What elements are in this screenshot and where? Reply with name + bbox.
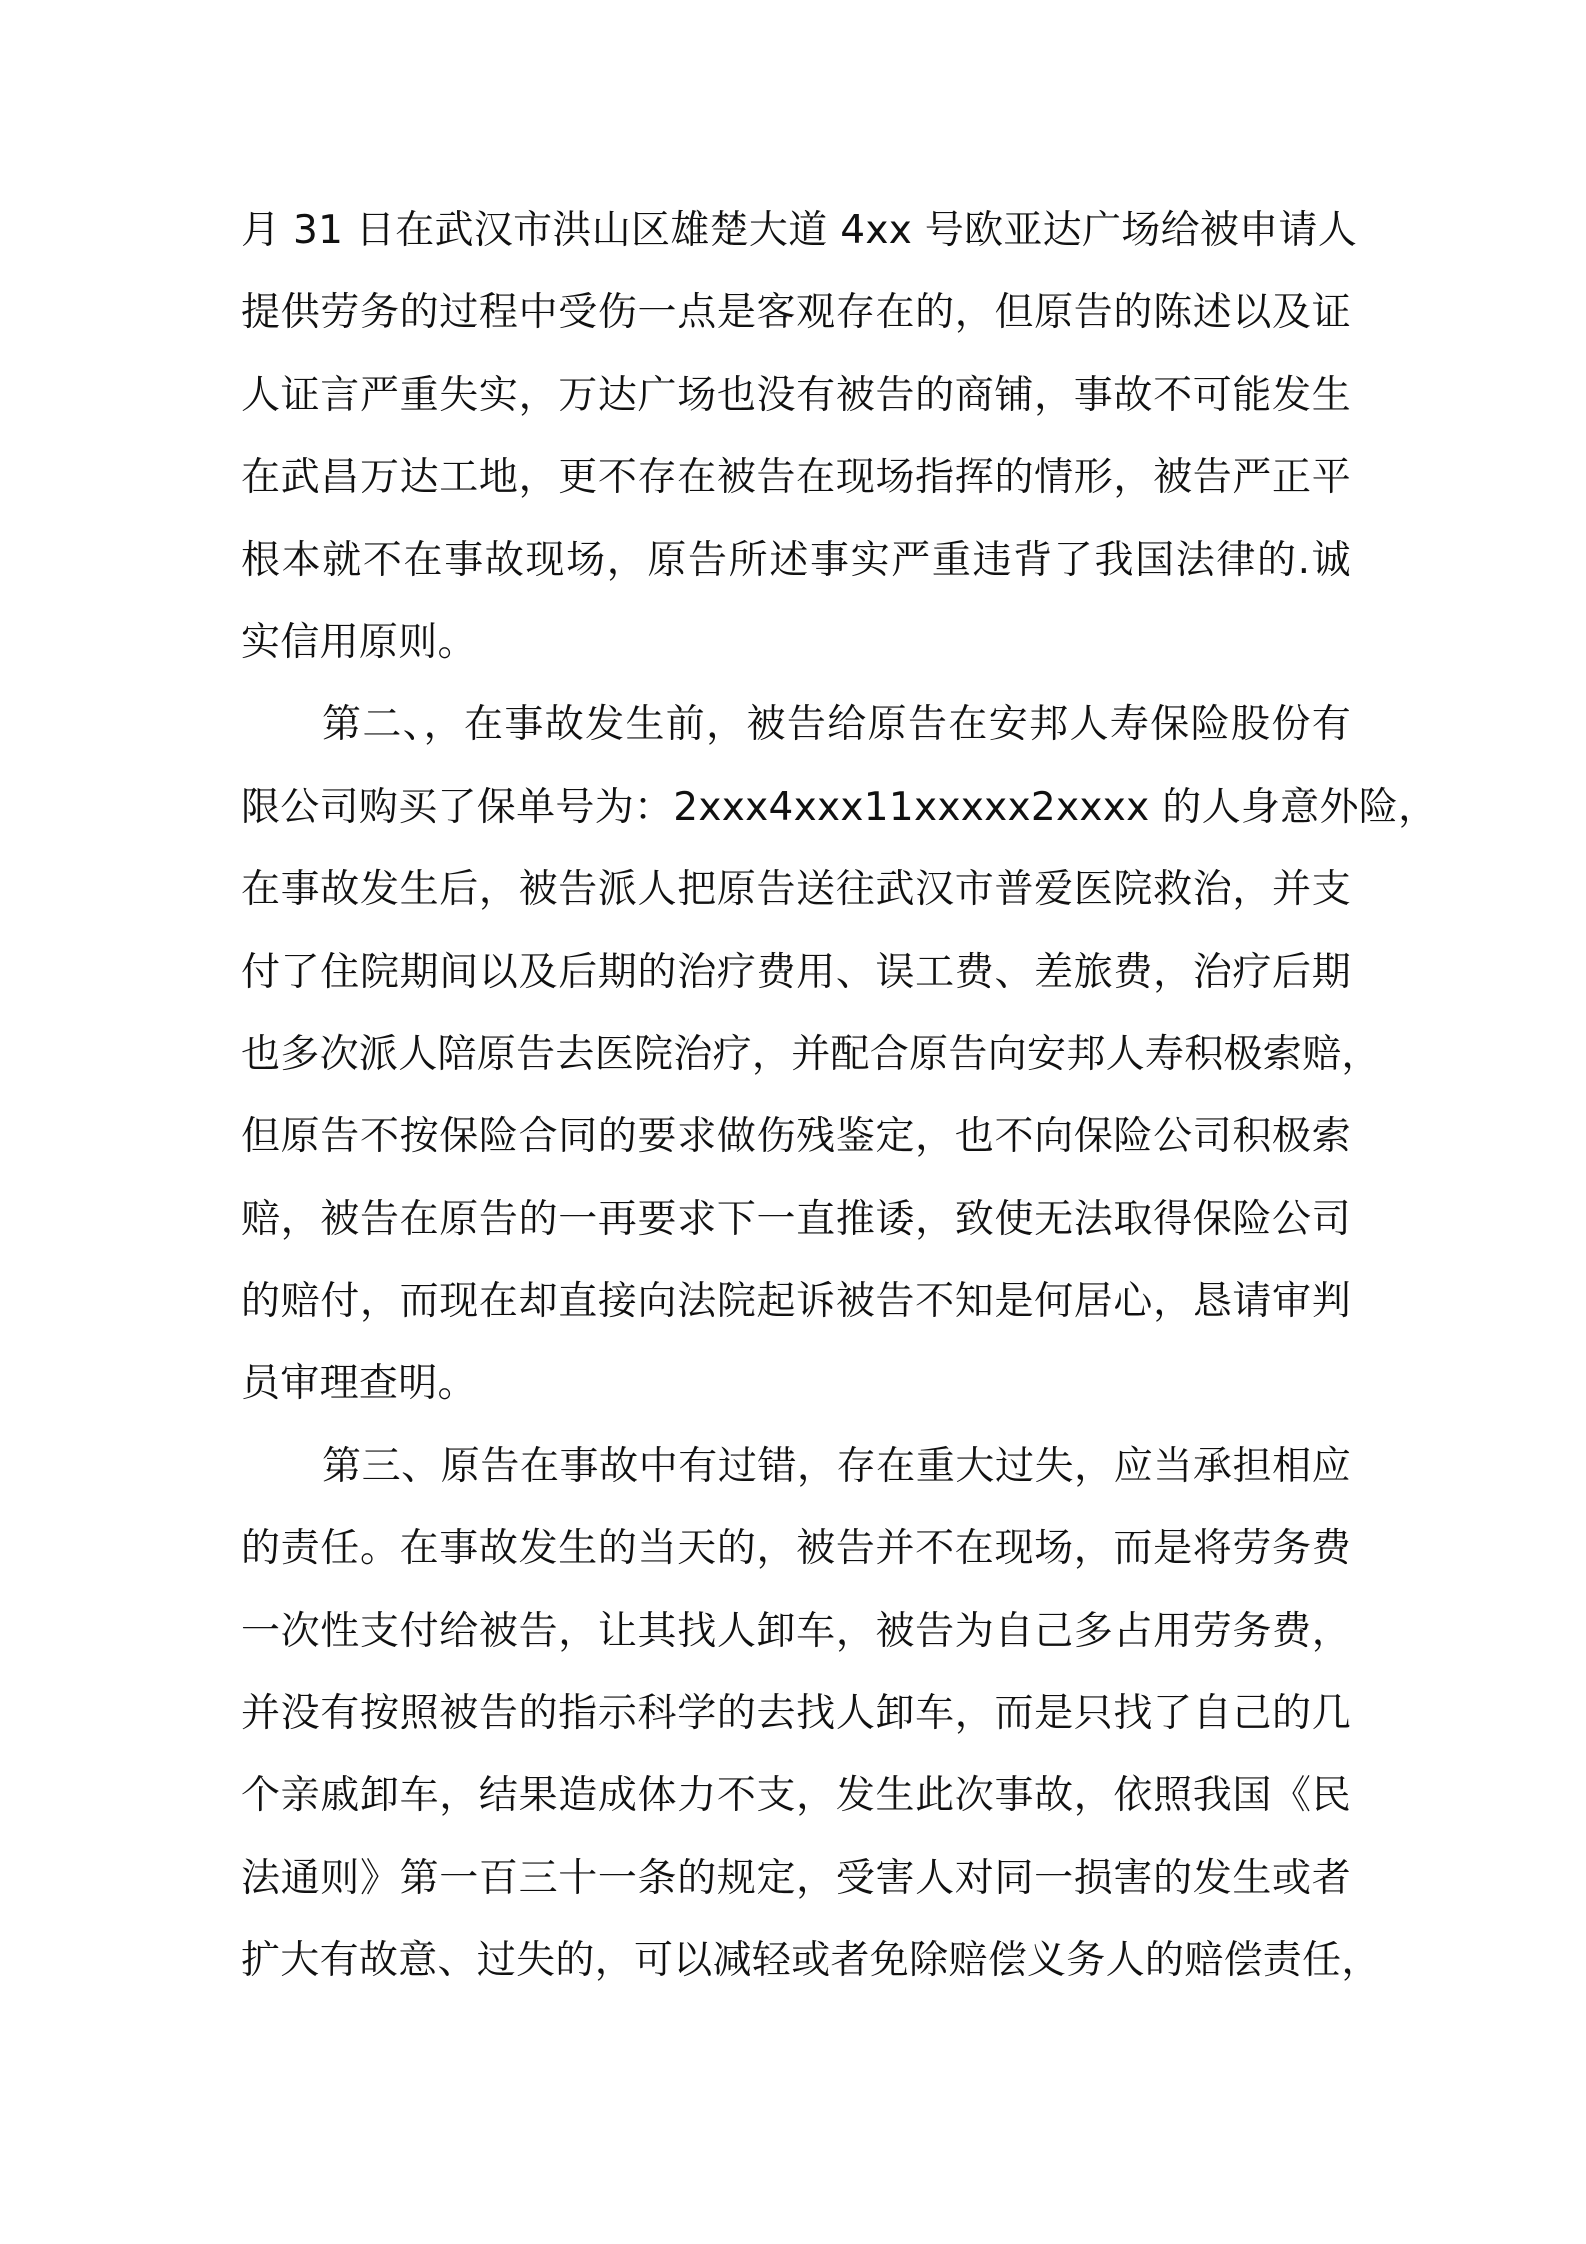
text-line: 扩大有故意、过失的，可以减轻或者免除赔偿义务人的赔偿责任， (241, 1938, 1381, 1984)
text-line: 实信用原则。 (241, 619, 477, 665)
document-body (241, 190, 1438, 2003)
text-line: 付了住院期间以及后期的治疗费用、误工费、差旅费，治疗后期 (241, 949, 1351, 995)
text-line: 员审理查明。 (241, 1361, 477, 1407)
text-line: 在事故发生后，被告派人把原告送往武汉市普爱医院救治，并支 (241, 867, 1351, 913)
text-line: 并没有按照被告的指示科学的去找人卸车，而是只找了自己的几 (241, 1691, 1351, 1737)
text-line: 在武昌万达工地，更不存在被告在现场指挥的情形，被告严正平 (241, 455, 1351, 501)
text-line: 根本就不在事故现场，原告所述事实严重违背了我国法律的.诚 (241, 537, 1351, 583)
text-line: 个亲戚卸车，结果造成体力不支，发生此次事故，依照我国《民 (241, 1773, 1351, 1819)
text-line: 法通则》第一百三十一条的规定，受害人对同一损害的发生或者 (241, 1855, 1351, 1901)
text-line: 限公司购买了保单号为：2xxx4xxx11xxxxx2xxxx 的人身意外险， (241, 784, 1438, 830)
text-line: 的赔付，而现在却直接向法院起诉被告不知是何居心，恳请审判 (241, 1279, 1351, 1325)
text-line: 但原告不按保险合同的要求做伤残鉴定，也不向保险公司积极索 (241, 1114, 1351, 1160)
text-line: 赔，被告在原告的一再要求下一直推诿，致使无法取得保险公司 (241, 1196, 1351, 1242)
text-line: 月 31 日在武汉市洪山区雄楚大道 4xx 号欧亚达广场给被申请人 (241, 208, 1358, 253)
text-line: 第三、原告在事故中有过错，存在重大过失，应当承担相应 (322, 1443, 1351, 1489)
text-line: 一次性支付给被告，让其找人卸车，被告为自己多占用劳务费， (241, 1608, 1351, 1654)
text-line: 提供劳务的过程中受伤一点是客观存在的，但原告的陈述以及证 (241, 290, 1351, 336)
text-line: 也多次派人陪原告去医院治疗，并配合原告向安邦人寿积极索赔， (241, 1031, 1381, 1077)
text-line: 的责任。在事故发生的当天的，被告并不在现场，而是将劳务费 (241, 1526, 1351, 1572)
text-line: 第二、，在事故发生前，被告给原告在安邦人寿保险股份有 (322, 702, 1351, 748)
text-line: 人证言严重失实，万达广场也没有被告的商铺，事故不可能发生 (241, 372, 1351, 418)
